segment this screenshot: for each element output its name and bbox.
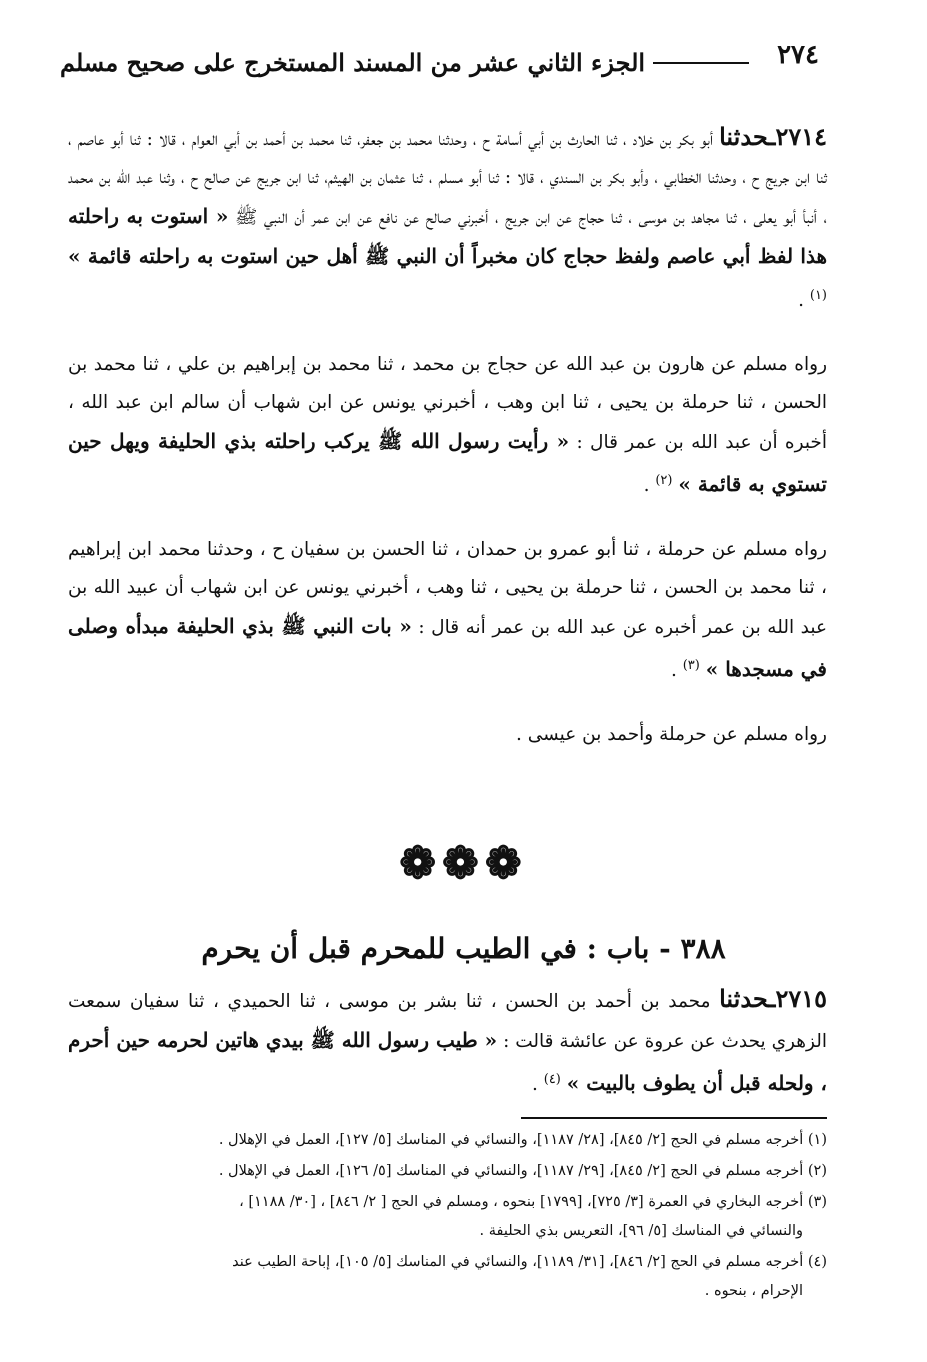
haddathana-word: حدثنا <box>719 984 769 1013</box>
footnote <box>84 1248 827 1306</box>
footnote-ref: (٢) <box>655 473 673 489</box>
narration-paragraph <box>68 346 827 505</box>
narration-text: رواه مسلم عن هارون بن عبد الله عن حجاج بن محمد ، ثنا محمد بن إبراهيم بن علي ، ثنا محمد بن الحسن ، ثنا حرملة بن يحيى ، ثنا ابن وهب ، أخبرني يونس عن ابن شهاب أن سالم ابن عبد الله ، أخبره أن عبد الله بن عمر قال : <box>68 354 827 454</box>
narration-text: رواه مسلم عن حرملة ، ثنا أبو عمرو بن حمدان ، ثنا الحسن بن سفيان ح ، وحدثنا محمد ابن إبراهيم ، ثنا محمد بن الحسن ، ثنا حرملة بن يحيى ، ثنا وهب ، أخبرني يونس عن ابن شهاب أن عبيد الله بن عبد الله بن عمر أخبره عن عبد الله بن عمر أنه قال : <box>68 539 827 639</box>
hadith-2714 <box>68 118 827 320</box>
narration-paragraph <box>68 716 827 754</box>
page-number: ٢٧٤ <box>777 40 819 70</box>
para-end: . <box>643 475 656 497</box>
hadith-number: ٢٧١٤ـ <box>768 122 827 151</box>
narration-text: رواه مسلم عن حرملة وأحمد بن عيسى . <box>515 724 827 746</box>
footnote-text: (١) أخرجه مسلم في الحج [٢/ ٨٤٥]، [٢٨/ ١١٨٧]، والنسائي في المناسك [٥/ ١٢٧]، العمل في الإهلال . <box>218 1132 827 1148</box>
matn-text: « طيب رسول الله ﷺ بيدي هاتين لحرمه حين أحرم ، ولحله قبل أن يطوف بالبيت » <box>68 1028 827 1096</box>
footnote-rule <box>521 1117 827 1119</box>
matn-text: « بات النبي ﷺ بذي الحليفة مبدأه وصلى في مسجدها » <box>68 614 827 682</box>
header-rule <box>653 62 749 64</box>
matn-text: « استوت به راحلته هذا لفظ أبي عاصم ولفظ حجاج كان مخبراً أن النبي ﷺ أهل حين استوت به راحلته قائمة » <box>68 204 827 268</box>
para-end: . <box>670 660 683 682</box>
matn-text: « رأيت رسول الله ﷺ يركب راحلته بذي الحليفة ويهل حين تستوي به قائمة » <box>68 429 827 497</box>
footnote <box>84 1126 827 1155</box>
running-title: الجزء الثاني عشر من المسند المستخرج على صحيح مسلم <box>60 48 646 77</box>
main-text-2 <box>68 980 827 1130</box>
para-end: . <box>531 1074 544 1096</box>
haddathana-word: حدثنا <box>719 122 769 151</box>
footnote-ref: (١) <box>809 288 827 303</box>
footnotes <box>84 1126 827 1308</box>
footnote-continuation: الإحرام ، بنحوه . <box>704 1283 803 1299</box>
para-end: . <box>798 290 810 312</box>
hadith-2715 <box>68 980 827 1104</box>
page-header <box>60 40 819 90</box>
chapter-heading: ٣٨٨ - باب : في الطيب للمحرم قبل أن يحرم <box>201 932 726 965</box>
footnote-text: (٣) أخرجه البخاري في العمرة [٣/ ٧٢٥]، [١٧٩٩] بنحوه ، ومسلم في الحج [ ٢/ ٨٤٦] ، [٣٠/ ١١٨٨] ، <box>239 1194 827 1210</box>
footnote <box>84 1188 827 1246</box>
footnote-continuation: والنسائي في المناسك [٥/ ٩٦]، التعريس بذي الحليفة . <box>479 1223 803 1239</box>
footnote-text: (٢) أخرجه مسلم في الحج [٢/ ٨٤٥]، [٢٩/ ١١٨٧]، والنسائي في المناسك [٥/ ١٢٦]، العمل في الإهلال . <box>218 1163 827 1179</box>
footnote <box>84 1157 827 1186</box>
main-text <box>68 118 827 780</box>
isnad-text: محمد بن أحمد بن الحسن ، ثنا بشر بن موسى ، ثنا الحميدي ، ثنا سفيان سمعت الزهري يحدث عن عروة عن عائشة قالت : <box>68 991 827 1052</box>
hadith-number: ٢٧١٥ـ <box>768 984 827 1013</box>
footnote-ref: (٣) <box>682 658 700 674</box>
section-separator: ❁❁❁ <box>399 838 528 889</box>
footnote-text: (٤) أخرجه مسلم في الحج [٢/ ٨٤٦]، [٣١/ ١١٨٩]، والنسائي في المناسك [٥/ ١٠٥]، إباحة الطيب عند <box>232 1254 827 1270</box>
footnote-ref: (٤) <box>543 1072 561 1087</box>
narration-paragraph <box>68 531 827 690</box>
isnad-text: أبو بكر بن خلاد ، ثنا الحارث بن أبي أسامة ح ، وحدثنا محمد بن جعفر، ثنا محمد بن أحمد بن أبي العوام ، قالا : ثنا أبو عاصم ، ثنا ابن جريج ح ، وحدثنا الخطابي ، وأبو بكر بن السندي ، قالا : ثنا أبو مسلم ، ثنا عثمان بن الهيثم، ثنا ابن جريج عن صالح ح ، وثنا عبد الله بن محمد ، أنبأ أبو يعلى ، ثنا مجاهد بن موسى ، ثنا حجاج عن ابن جريج ، أخبرني صالح عن نافع عن ابن عمر أن النبي ﷺ <box>68 129 827 228</box>
